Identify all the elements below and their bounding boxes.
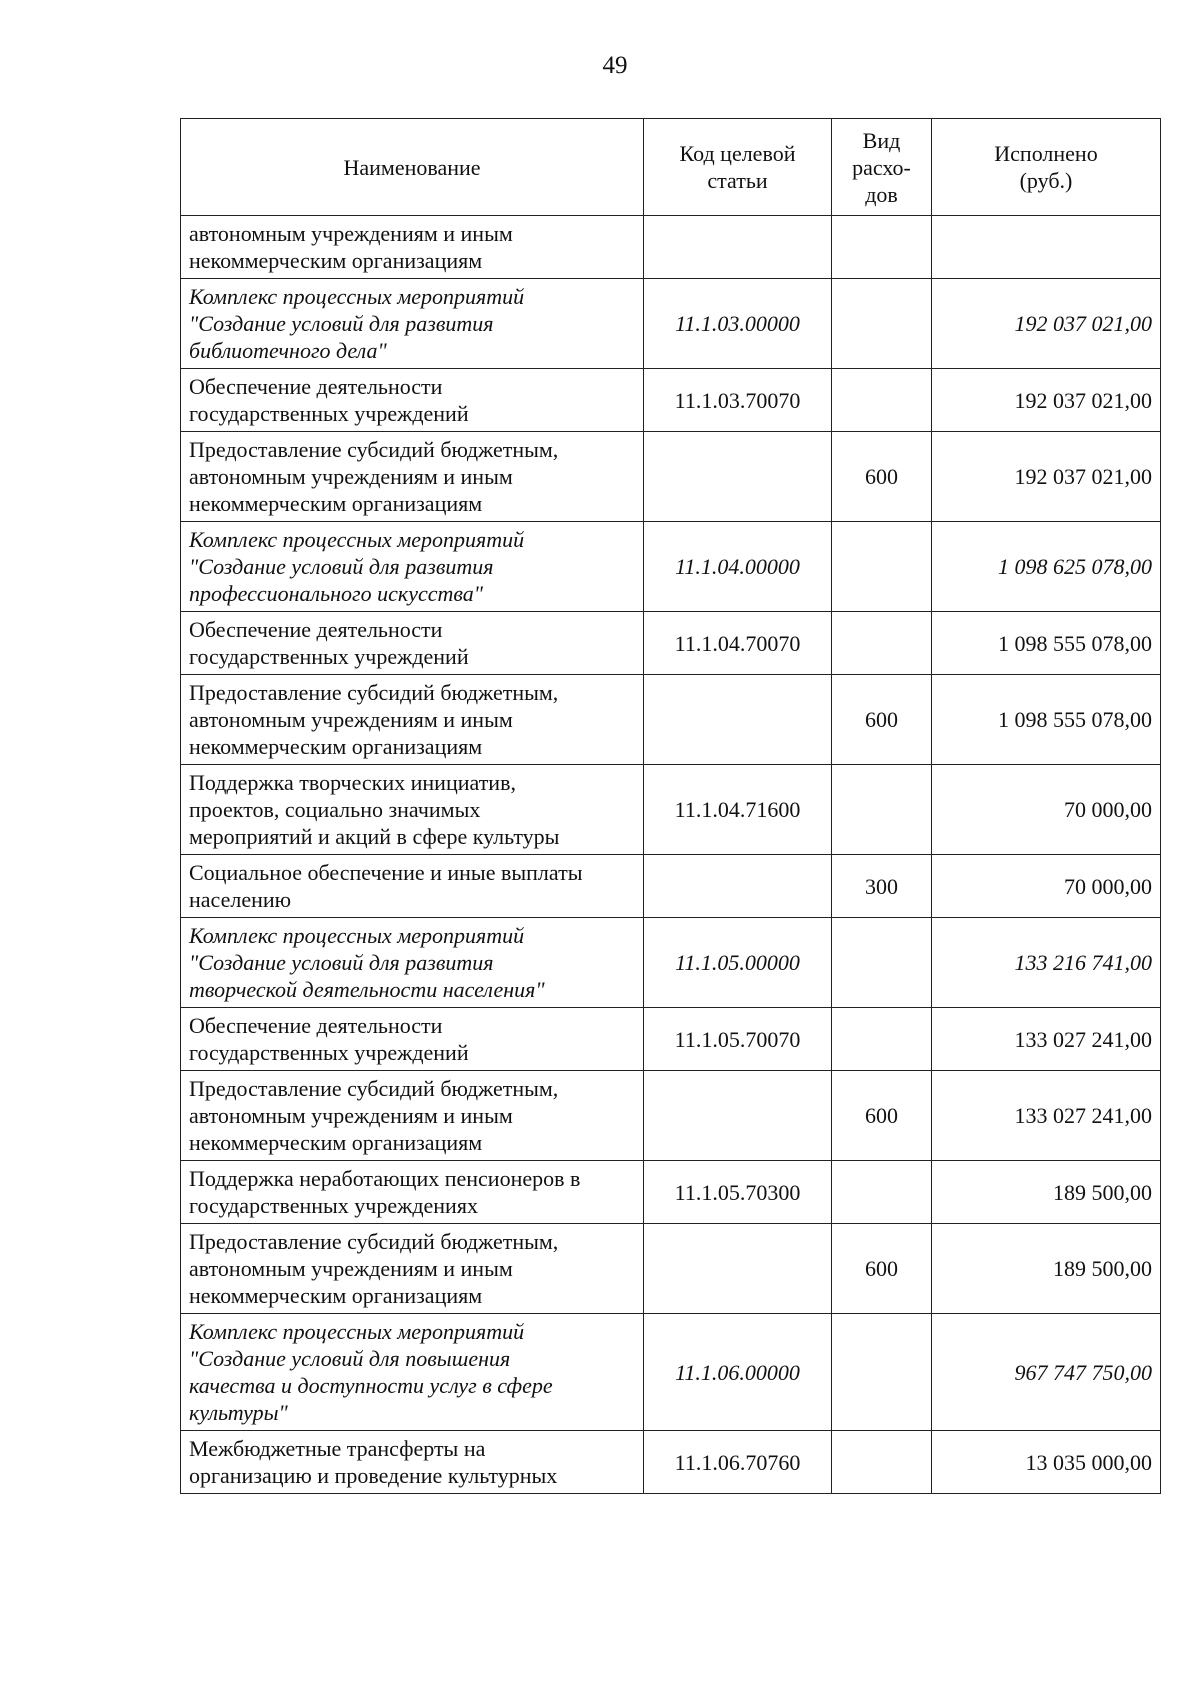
table-row xyxy=(181,216,1161,279)
table-row xyxy=(181,1071,1161,1161)
header-expense-kind: Вид расхо- дов xyxy=(832,119,932,216)
cell-expense-kind xyxy=(832,1161,932,1224)
cell-name: Поддержка неработающих пенсионеров в государственных учреждениях xyxy=(181,1161,644,1224)
page-number: 49 xyxy=(602,52,628,79)
cell-target-code: 11.1.04.00000 xyxy=(644,522,832,612)
table-row xyxy=(181,612,1161,675)
cell-executed-amount: 189 500,00 xyxy=(932,1224,1161,1314)
cell-expense-kind: 600 xyxy=(832,1071,932,1161)
cell-name: Комплекс процессных мероприятий "Создание условий для развития творческой деятельности населения" xyxy=(181,918,644,1008)
table-row xyxy=(181,855,1161,918)
cell-executed-amount: 192 037 021,00 xyxy=(932,432,1161,522)
cell-executed-amount: 70 000,00 xyxy=(932,765,1161,855)
cell-target-code: 11.1.06.70760 xyxy=(644,1431,832,1494)
cell-executed-amount: 192 037 021,00 xyxy=(932,279,1161,369)
cell-target-code: 11.1.04.71600 xyxy=(644,765,832,855)
cell-target-code xyxy=(644,1071,832,1161)
cell-target-code xyxy=(644,1224,832,1314)
cell-expense-kind: 600 xyxy=(832,432,932,522)
table-row xyxy=(181,1008,1161,1071)
table-row xyxy=(181,522,1161,612)
table-row xyxy=(181,765,1161,855)
cell-target-code xyxy=(644,216,832,279)
cell-target-code xyxy=(644,855,832,918)
table-row xyxy=(181,1431,1161,1494)
cell-expense-kind xyxy=(832,765,932,855)
cell-target-code: 11.1.06.00000 xyxy=(644,1314,832,1431)
cell-expense-kind xyxy=(832,279,932,369)
table-header-row xyxy=(181,119,1161,216)
cell-expense-kind xyxy=(832,369,932,432)
table-row xyxy=(181,675,1161,765)
cell-executed-amount: 1 098 555 078,00 xyxy=(932,612,1161,675)
cell-expense-kind xyxy=(832,216,932,279)
cell-executed-amount: 192 037 021,00 xyxy=(932,369,1161,432)
cell-name: Предоставление субсидий бюджетным, автономным учреждениям и иным некоммерческим организациям xyxy=(181,675,644,765)
cell-executed-amount xyxy=(932,216,1161,279)
table-row xyxy=(181,1314,1161,1431)
cell-executed-amount: 967 747 750,00 xyxy=(932,1314,1161,1431)
cell-name: Комплекс процессных мероприятий "Создание условий для развития профессионального искусства" xyxy=(181,522,644,612)
cell-name: Обеспечение деятельности государственных учреждений xyxy=(181,369,644,432)
cell-expense-kind: 300 xyxy=(832,855,932,918)
header-executed-amount: Исполнено (руб.) xyxy=(932,119,1161,216)
cell-name: Поддержка творческих инициатив, проектов, социально значимых мероприятий и акций в сфере культуры xyxy=(181,765,644,855)
cell-executed-amount: 1 098 555 078,00 xyxy=(932,675,1161,765)
table-row xyxy=(181,1161,1161,1224)
cell-expense-kind xyxy=(832,918,932,1008)
cell-expense-kind xyxy=(832,522,932,612)
cell-name: Комплекс процессных мероприятий "Создание условий для повышения качества и доступности услуг в сфере культуры" xyxy=(181,1314,644,1431)
cell-expense-kind xyxy=(832,1314,932,1431)
cell-expense-kind xyxy=(832,1008,932,1071)
header-name: Наименование xyxy=(181,119,644,216)
cell-target-code: 11.1.04.70070 xyxy=(644,612,832,675)
table-row xyxy=(181,432,1161,522)
cell-executed-amount: 70 000,00 xyxy=(932,855,1161,918)
cell-name: Социальное обеспечение и иные выплаты населению xyxy=(181,855,644,918)
cell-executed-amount: 13 035 000,00 xyxy=(932,1431,1161,1494)
cell-executed-amount: 133 027 241,00 xyxy=(932,1071,1161,1161)
cell-name: Предоставление субсидий бюджетным, автономным учреждениям и иным некоммерческим организациям xyxy=(181,1071,644,1161)
cell-target-code: 11.1.03.70070 xyxy=(644,369,832,432)
table-row xyxy=(181,918,1161,1008)
cell-expense-kind xyxy=(832,1431,932,1494)
cell-name: автономным учреждениям и иным некоммерческим организациям xyxy=(181,216,644,279)
cell-name: Межбюджетные трансферты на организацию и проведение культурных xyxy=(181,1431,644,1494)
header-target-code: Код целевой статьи xyxy=(644,119,832,216)
budget-execution-table xyxy=(180,118,1161,1494)
cell-target-code xyxy=(644,675,832,765)
cell-executed-amount: 1 098 625 078,00 xyxy=(932,522,1161,612)
cell-executed-amount: 133 216 741,00 xyxy=(932,918,1161,1008)
cell-target-code: 11.1.05.00000 xyxy=(644,918,832,1008)
cell-target-code: 11.1.05.70070 xyxy=(644,1008,832,1071)
cell-name: Обеспечение деятельности государственных учреждений xyxy=(181,612,644,675)
cell-name: Предоставление субсидий бюджетным, автономным учреждениям и иным некоммерческим организациям xyxy=(181,1224,644,1314)
table-row xyxy=(181,1224,1161,1314)
cell-executed-amount: 133 027 241,00 xyxy=(932,1008,1161,1071)
table-row xyxy=(181,369,1161,432)
table-row xyxy=(181,279,1161,369)
cell-name: Комплекс процессных мероприятий "Создание условий для развития библиотечного дела" xyxy=(181,279,644,369)
cell-target-code: 11.1.03.00000 xyxy=(644,279,832,369)
cell-expense-kind: 600 xyxy=(832,675,932,765)
table-body xyxy=(181,216,1161,1494)
cell-name: Предоставление субсидий бюджетным, автономным учреждениям и иным некоммерческим организациям xyxy=(181,432,644,522)
cell-expense-kind: 600 xyxy=(832,1224,932,1314)
cell-executed-amount: 189 500,00 xyxy=(932,1161,1161,1224)
cell-target-code xyxy=(644,432,832,522)
cell-target-code: 11.1.05.70300 xyxy=(644,1161,832,1224)
cell-name: Обеспечение деятельности государственных учреждений xyxy=(181,1008,644,1071)
cell-expense-kind xyxy=(832,612,932,675)
